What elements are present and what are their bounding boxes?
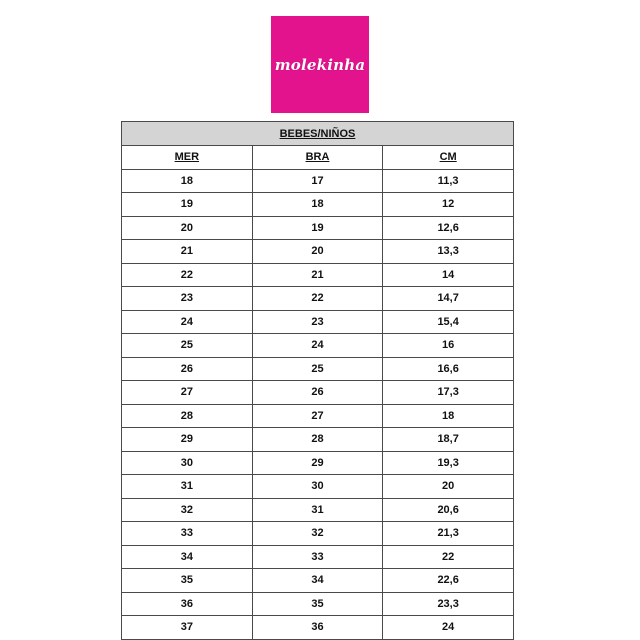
- cell-cm: 20,6: [383, 498, 514, 522]
- table-title-row: [122, 122, 514, 146]
- cell-mer: 18: [122, 169, 253, 193]
- brand-logo: [271, 16, 369, 113]
- cell-cm: 12,6: [383, 216, 514, 240]
- cell-mer: 35: [122, 569, 253, 593]
- cell-mer: 24: [122, 310, 253, 334]
- table-row: [122, 357, 514, 381]
- cell-mer: 31: [122, 475, 253, 499]
- cell-cm: 16: [383, 334, 514, 358]
- cell-cm: 13,3: [383, 240, 514, 264]
- cell-cm: 17,3: [383, 381, 514, 405]
- cell-cm: 18: [383, 404, 514, 428]
- cell-cm: 24: [383, 616, 514, 640]
- cell-bra: 26: [252, 381, 383, 405]
- cell-bra: 21: [252, 263, 383, 287]
- cell-cm: 15,4: [383, 310, 514, 334]
- cell-bra: 35: [252, 592, 383, 616]
- table-row: [122, 334, 514, 358]
- cell-cm: 18,7: [383, 428, 514, 452]
- table-row: [122, 287, 514, 311]
- cell-mer: 36: [122, 592, 253, 616]
- cell-bra: 28: [252, 428, 383, 452]
- table-row: [122, 451, 514, 475]
- cell-cm: 16,6: [383, 357, 514, 381]
- table-row: [122, 216, 514, 240]
- cell-bra: 23: [252, 310, 383, 334]
- cell-bra: 17: [252, 169, 383, 193]
- table-row: [122, 193, 514, 217]
- cell-bra: 34: [252, 569, 383, 593]
- table-row: [122, 240, 514, 264]
- table-row: [122, 428, 514, 452]
- cell-cm: 20: [383, 475, 514, 499]
- column-header-bra: BRA: [252, 146, 383, 170]
- cell-mer: 20: [122, 216, 253, 240]
- table-row: [122, 404, 514, 428]
- cell-bra: 27: [252, 404, 383, 428]
- cell-mer: 22: [122, 263, 253, 287]
- cell-mer: 34: [122, 545, 253, 569]
- cell-cm: 12: [383, 193, 514, 217]
- cell-bra: 22: [252, 287, 383, 311]
- cell-cm: 11,3: [383, 169, 514, 193]
- table-row: [122, 569, 514, 593]
- cell-mer: 33: [122, 522, 253, 546]
- cell-cm: 19,3: [383, 451, 514, 475]
- cell-cm: 22: [383, 545, 514, 569]
- cell-mer: 28: [122, 404, 253, 428]
- cell-mer: 27: [122, 381, 253, 405]
- table-header-row: [122, 146, 514, 170]
- size-chart-table: [121, 121, 514, 640]
- cell-bra: 19: [252, 216, 383, 240]
- table-row: [122, 592, 514, 616]
- cell-mer: 32: [122, 498, 253, 522]
- cell-mer: 29: [122, 428, 253, 452]
- cell-bra: 31: [252, 498, 383, 522]
- table-row: [122, 381, 514, 405]
- cell-bra: 18: [252, 193, 383, 217]
- table-row: [122, 169, 514, 193]
- cell-cm: 23,3: [383, 592, 514, 616]
- table-body: [122, 169, 514, 639]
- cell-cm: 22,6: [383, 569, 514, 593]
- column-header-mer: MER: [122, 146, 253, 170]
- cell-mer: 23: [122, 287, 253, 311]
- table-row: [122, 522, 514, 546]
- table-row: [122, 545, 514, 569]
- cell-mer: 21: [122, 240, 253, 264]
- table-row: [122, 263, 514, 287]
- cell-bra: 30: [252, 475, 383, 499]
- cell-bra: 33: [252, 545, 383, 569]
- cell-mer: 30: [122, 451, 253, 475]
- cell-cm: 21,3: [383, 522, 514, 546]
- cell-bra: 24: [252, 334, 383, 358]
- cell-mer: 26: [122, 357, 253, 381]
- table-title: BEBES/NIÑOS: [122, 122, 514, 146]
- cell-bra: 32: [252, 522, 383, 546]
- cell-cm: 14,7: [383, 287, 514, 311]
- cell-bra: 25: [252, 357, 383, 381]
- cell-mer: 25: [122, 334, 253, 358]
- cell-bra: 29: [252, 451, 383, 475]
- table-row: [122, 475, 514, 499]
- table-row: [122, 616, 514, 640]
- cell-mer: 37: [122, 616, 253, 640]
- brand-logo-text: molekinha: [274, 55, 366, 74]
- column-header-cm: CM: [383, 146, 514, 170]
- cell-cm: 14: [383, 263, 514, 287]
- table-row: [122, 310, 514, 334]
- cell-bra: 20: [252, 240, 383, 264]
- cell-mer: 19: [122, 193, 253, 217]
- cell-bra: 36: [252, 616, 383, 640]
- table-row: [122, 498, 514, 522]
